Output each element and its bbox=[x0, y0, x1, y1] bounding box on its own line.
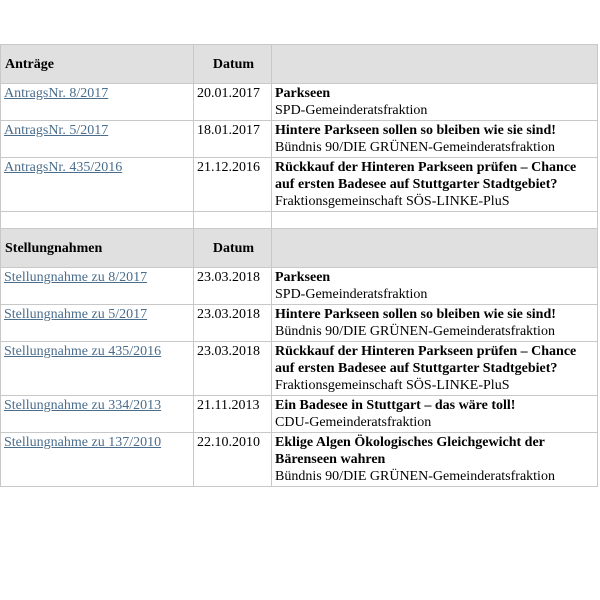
stellungnahme-faction: CDU-Gemeinderatsfraktion bbox=[275, 415, 432, 430]
antrag-subject-cell bbox=[272, 121, 598, 158]
stellungnahme-title: Eklige Algen Ökologisches Gleichgewicht der Bärenseen wahren bbox=[275, 435, 545, 467]
stellungnahmen-header-label: Stellungnahmen bbox=[1, 229, 194, 268]
stellungnahme-date: 21.11.2013 bbox=[194, 396, 272, 433]
antraege-header-row bbox=[1, 45, 598, 84]
stellungnahme-faction: SPD-Gemeinderatsfraktion bbox=[275, 287, 428, 302]
antrag-subject-cell bbox=[272, 84, 598, 121]
stellungnahme-link-cell bbox=[1, 342, 194, 396]
antrag-link[interactable]: AntragsNr. 5/2017 bbox=[4, 123, 109, 138]
antrag-link-cell bbox=[1, 84, 194, 121]
antrag-title: Rückkauf der Hinteren Parkseen prüfen – Chance auf ersten Badesee auf Stuttgarter Stadtgebiet? bbox=[275, 160, 577, 192]
antraege-header-date: Datum bbox=[194, 45, 272, 84]
table-row bbox=[1, 158, 598, 212]
antrag-link-cell bbox=[1, 158, 194, 212]
table-row bbox=[1, 396, 598, 433]
table-row bbox=[1, 433, 598, 487]
table-row bbox=[1, 268, 598, 305]
stellungnahme-title: Hintere Parkseen sollen so bleiben wie sie sind! bbox=[275, 307, 556, 322]
stellungnahme-subject-cell bbox=[272, 433, 598, 487]
stellungnahme-link[interactable]: Stellungnahme zu 137/2010 bbox=[4, 435, 162, 450]
stellungnahmen-header-row bbox=[1, 229, 598, 268]
stellungnahme-link[interactable]: Stellungnahme zu 435/2016 bbox=[4, 344, 162, 359]
stellungnahme-date: 23.03.2018 bbox=[194, 342, 272, 396]
stellungnahme-subject-cell bbox=[272, 268, 598, 305]
documents-tables bbox=[0, 44, 597, 487]
antrag-link[interactable]: AntragsNr. 435/2016 bbox=[4, 160, 123, 175]
stellungnahme-link-cell bbox=[1, 268, 194, 305]
antrag-date: 18.01.2017 bbox=[194, 121, 272, 158]
stellungnahme-subject-cell bbox=[272, 396, 598, 433]
antrag-faction: Fraktionsgemeinschaft SÖS-LINKE-PluS bbox=[275, 194, 510, 209]
stellungnahmen-header-date: Datum bbox=[194, 229, 272, 268]
stellungnahme-link-cell bbox=[1, 396, 194, 433]
stellungnahme-faction: Bündnis 90/DIE GRÜNEN-Gemeinderatsfraktion bbox=[275, 469, 555, 484]
antrag-date: 21.12.2016 bbox=[194, 158, 272, 212]
antrag-subject-cell bbox=[272, 158, 598, 212]
stellungnahme-faction: Bündnis 90/DIE GRÜNEN-Gemeinderatsfraktion bbox=[275, 324, 555, 339]
stellungnahme-subject-cell bbox=[272, 342, 598, 396]
antrag-title: Hintere Parkseen sollen so bleiben wie sie sind! bbox=[275, 123, 556, 138]
antrag-title: Parkseen bbox=[275, 86, 331, 101]
table-spacer-row bbox=[1, 212, 598, 229]
antrag-faction: SPD-Gemeinderatsfraktion bbox=[275, 103, 428, 118]
antraege-header-label: Anträge bbox=[1, 45, 194, 84]
table-row bbox=[1, 342, 598, 396]
stellungnahme-date: 23.03.2018 bbox=[194, 305, 272, 342]
stellungnahme-link[interactable]: Stellungnahme zu 334/2013 bbox=[4, 398, 162, 413]
stellungnahme-date: 23.03.2018 bbox=[194, 268, 272, 305]
stellungnahme-link-cell bbox=[1, 433, 194, 487]
stellungnahme-link[interactable]: Stellungnahme zu 8/2017 bbox=[4, 270, 148, 285]
stellungnahme-title: Rückkauf der Hinteren Parkseen prüfen – Chance auf ersten Badesee auf Stuttgarter Stadtgebiet? bbox=[275, 344, 577, 376]
stellungnahme-title: Ein Badesee in Stuttgart – das wäre toll! bbox=[275, 398, 516, 413]
stellungnahme-link-cell bbox=[1, 305, 194, 342]
stellungnahme-faction: Fraktionsgemeinschaft SÖS-LINKE-PluS bbox=[275, 378, 510, 393]
stellungnahmen-header-subject bbox=[272, 229, 598, 268]
stellungnahme-title: Parkseen bbox=[275, 270, 331, 285]
antrag-link-cell bbox=[1, 121, 194, 158]
stellungnahme-subject-cell bbox=[272, 305, 598, 342]
antraege-table bbox=[0, 44, 598, 487]
table-row bbox=[1, 121, 598, 158]
table-row bbox=[1, 84, 598, 121]
antraege-header-subject bbox=[272, 45, 598, 84]
table-row bbox=[1, 305, 598, 342]
antrag-faction: Bündnis 90/DIE GRÜNEN-Gemeinderatsfraktion bbox=[275, 140, 555, 155]
stellungnahme-link[interactable]: Stellungnahme zu 5/2017 bbox=[4, 307, 148, 322]
antrag-link[interactable]: AntragsNr. 8/2017 bbox=[4, 86, 109, 101]
stellungnahme-date: 22.10.2010 bbox=[194, 433, 272, 487]
antrag-date: 20.01.2017 bbox=[194, 84, 272, 121]
